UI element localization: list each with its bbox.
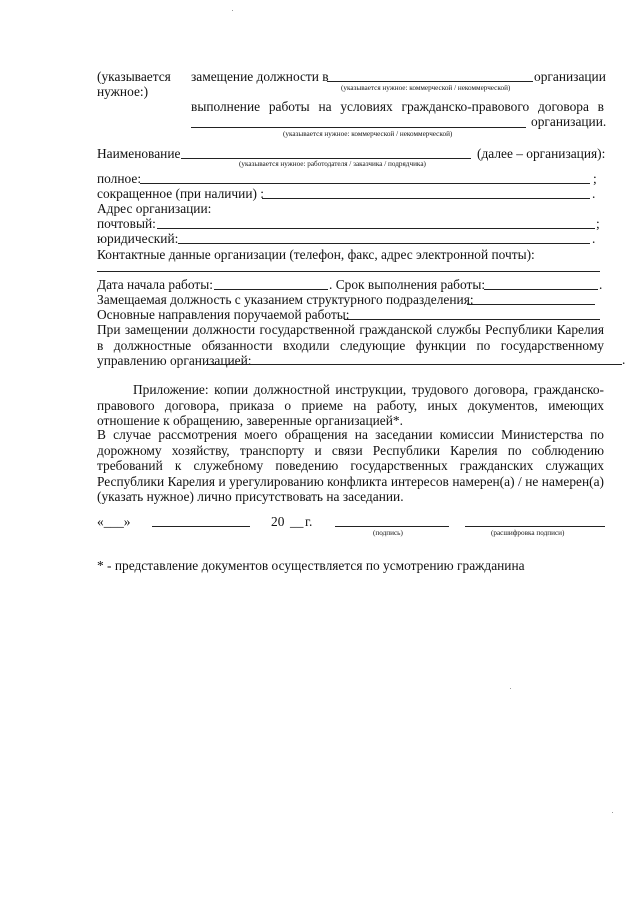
work-functions-text: При замещении должности государственной гражданской службы Республики Карелия в должностные обязанности входили следующие функции по государственному управлению организацией: [97,322,604,368]
work-term-label: . Срок выполнения работы: [329,277,486,292]
work-position-blank[interactable] [467,304,595,305]
org-full-end: ; [593,171,597,186]
org-contacts-label: Контактные данные организации (телефон, факс, адрес электронной почты): [97,247,535,262]
position-suffix: организации [534,69,606,84]
scan-speck [510,688,511,689]
org-postal-label: почтовый: [97,216,156,231]
work-position-label: Замещаемая должность с указанием структурного подразделения: [97,292,474,307]
org-postal-end: ; [596,216,600,231]
contract-line: выполнение работы на условиях гражданско-правового договора в [191,99,604,114]
work-directions-label: Основные направления поручаемой работы: [97,307,350,322]
org-name-blank[interactable] [181,158,471,159]
sign-signature-blank[interactable] [335,526,449,527]
org-contacts-blank[interactable] [97,271,600,272]
position-prefix: замещение должности в [191,69,329,84]
consideration-text: В случае рассмотрения моего обращения на заседании комиссии Министерства по дорожному хозяйству, транспорту и связи Республики Карелия по соблюдению требований к служебному поведению государственных гражданских служащих Республики Карелия и урегулированию конфликта интересов намерен(а) / не намерен(а) (указать нужное) лично присутствовать на заседании. [97,427,604,504]
position-hint: (указывается нужное: коммерческой / некоммерческой) [341,84,511,92]
work-term-end: . [599,277,603,292]
work-start-label: Дата начала работы: [97,277,213,292]
org-full-label: полное: [97,171,142,186]
scan-speck [232,10,233,11]
employment-label-line2: нужное:) [97,84,149,99]
appendix-text: Приложение: копии должностной инструкции, трудового договора, гражданско-правового договора, приказа о приеме на работу, иных документов, имеющих отношение к обращению, заверенные организацией*. [97,382,604,428]
org-full-blank[interactable] [140,183,590,184]
sign-decode-hint: (расшифровка подписи) [491,529,565,537]
org-legal-label: юридический: [97,231,179,246]
org-short-label: сокращенное (при наличии) : [97,186,265,201]
org-legal-end: . [592,231,596,246]
work-directions-blank[interactable] [344,319,600,320]
sign-year-suffix: г. [305,514,313,529]
work-term-blank[interactable] [484,289,598,290]
org-name-label: Наименование [97,146,181,161]
org-name-hint: (указывается нужное: работодателя / заказчика / подрядчика) [239,160,426,168]
scan-speck [612,812,613,813]
sign-year-blank[interactable]: __ [290,514,304,529]
work-functions-blank[interactable] [206,364,622,365]
employment-label-line1: (указывается [97,69,171,84]
org-short-end: . [592,186,596,201]
org-address-label: Адрес организации: [97,201,212,216]
org-name-suffix: (далее – организация): [477,146,606,161]
sign-decode-blank[interactable] [465,526,605,527]
position-org-blank[interactable] [327,81,533,82]
sign-year-prefix: 20 [271,514,285,529]
contract-suffix: организации. [531,114,607,129]
work-start-blank[interactable] [214,289,328,290]
footnote: * - представление документов осуществляется по усмотрению гражданина [97,558,525,573]
contract-hint: (указывается нужное: коммерческой / некоммерческой) [283,130,453,138]
sign-day[interactable]: «___» [97,514,131,529]
sign-month-blank[interactable] [152,526,250,527]
org-legal-blank[interactable] [178,243,590,244]
contract-org-blank[interactable] [191,127,526,128]
org-postal-blank[interactable] [157,228,595,229]
work-functions-end: . [622,352,626,367]
org-short-blank[interactable] [262,198,590,199]
sign-signature-hint: (подпись) [373,529,403,537]
